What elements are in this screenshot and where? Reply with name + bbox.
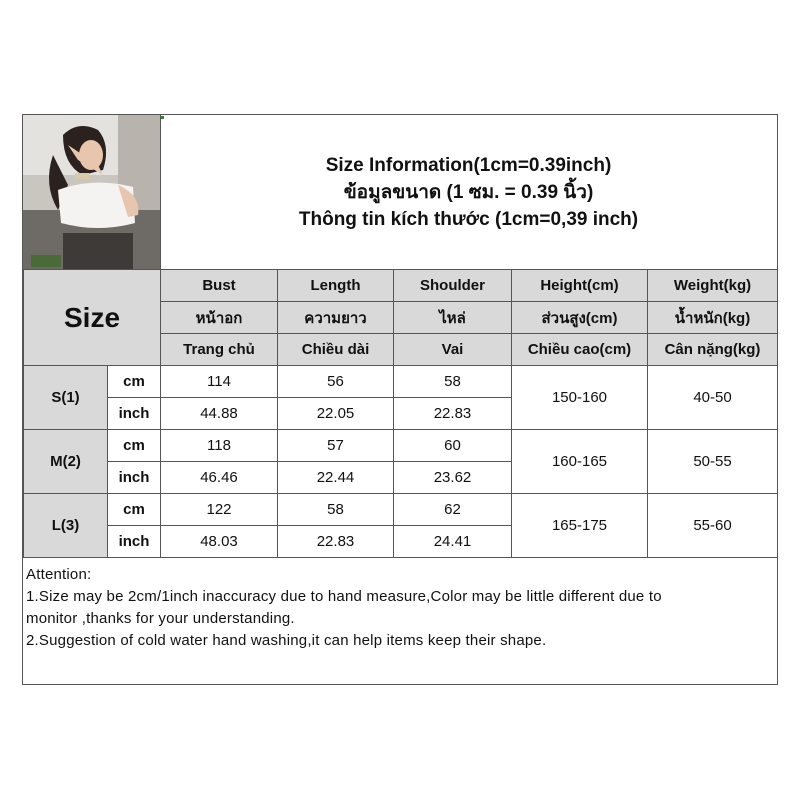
height-range-m: 160-165 [512, 430, 648, 494]
col-header-height-vi: Chiều cao(cm) [512, 334, 648, 366]
unit-label-inch: inch [108, 398, 161, 430]
bust-inch-m: 46.46 [161, 462, 278, 494]
shoulder-cm-s: 58 [394, 366, 512, 398]
col-header-weight-en: Weight(kg) [648, 270, 778, 302]
shoulder-inch-s: 22.83 [394, 398, 512, 430]
unit-label-cm: cm [108, 430, 161, 462]
size-label-s: S(1) [24, 366, 108, 430]
size-label-l: L(3) [24, 494, 108, 558]
col-header-height-en: Height(cm) [512, 270, 648, 302]
note-measurement-line1: 1.Size may be 2cm/1inch inaccuracy due to hand measure,Color may be little different due to [26, 588, 662, 605]
length-inch-m: 22.44 [278, 462, 394, 494]
shoulder-cm-l: 62 [394, 494, 512, 526]
unit-label-cm: cm [108, 494, 161, 526]
bust-cm-s: 114 [161, 366, 278, 398]
weight-range-l: 55-60 [648, 494, 778, 558]
size-label-m: M(2) [24, 430, 108, 494]
header-row-english [24, 270, 778, 302]
weight-range-s: 40-50 [648, 366, 778, 430]
table-row [24, 366, 778, 398]
shoulder-inch-m: 23.62 [394, 462, 512, 494]
notes-title: Attention: [26, 566, 92, 583]
note-washing: 2.Suggestion of cold water hand washing,it can help items keep their shape. [26, 632, 547, 649]
length-inch-s: 22.05 [278, 398, 394, 430]
shoulder-inch-l: 24.41 [394, 526, 512, 558]
height-range-l: 165-175 [512, 494, 648, 558]
attention-notes [23, 562, 777, 684]
product-photo [23, 115, 161, 269]
col-header-shoulder-en: Shoulder [394, 270, 512, 302]
length-cm-s: 56 [278, 366, 394, 398]
col-header-bust-en: Bust [161, 270, 278, 302]
col-header-weight-th: น้ำหนัก(kg) [648, 302, 778, 334]
col-header-length-en: Length [278, 270, 394, 302]
col-header-shoulder-vi: Vai [394, 334, 512, 366]
length-cm-l: 58 [278, 494, 394, 526]
size-info-header [160, 115, 777, 270]
table-row [24, 494, 778, 526]
size-column-title: Size [24, 270, 161, 366]
table-row [24, 430, 778, 462]
unit-label-cm: cm [108, 366, 161, 398]
bust-inch-l: 48.03 [161, 526, 278, 558]
col-header-length-th: ความยาว [278, 302, 394, 334]
col-header-bust-vi: Trang chủ [161, 334, 278, 366]
bust-cm-m: 118 [161, 430, 278, 462]
col-header-shoulder-th: ไหล่ [394, 302, 512, 334]
unit-label-inch: inch [108, 526, 161, 558]
header-title-english: Size Information(1cm=0.39inch) [325, 154, 612, 176]
length-inch-l: 22.83 [278, 526, 394, 558]
col-header-height-th: ส่วนสูง(cm) [512, 302, 648, 334]
bust-cm-l: 122 [161, 494, 278, 526]
height-range-s: 150-160 [512, 366, 648, 430]
size-table [23, 269, 778, 558]
col-header-weight-vi: Cân nặng(kg) [648, 334, 778, 366]
header-title-vietnamese: Thông tin kích thước (1cm=0,39 inch) [298, 208, 639, 230]
col-header-bust-th: หน้าอก [161, 302, 278, 334]
unit-label-inch: inch [108, 462, 161, 494]
shoulder-cm-m: 60 [394, 430, 512, 462]
header-title-thai: ข้อมูลขนาด (1 ซม. = 0.39 นิ้ว) [343, 181, 594, 203]
weight-range-m: 50-55 [648, 430, 778, 494]
length-cm-m: 57 [278, 430, 394, 462]
size-chart [22, 114, 778, 685]
col-header-length-vi: Chiều dài [278, 334, 394, 366]
note-measurement-line2: monitor ,thanks for your understanding. [26, 610, 295, 627]
bust-inch-s: 44.88 [161, 398, 278, 430]
